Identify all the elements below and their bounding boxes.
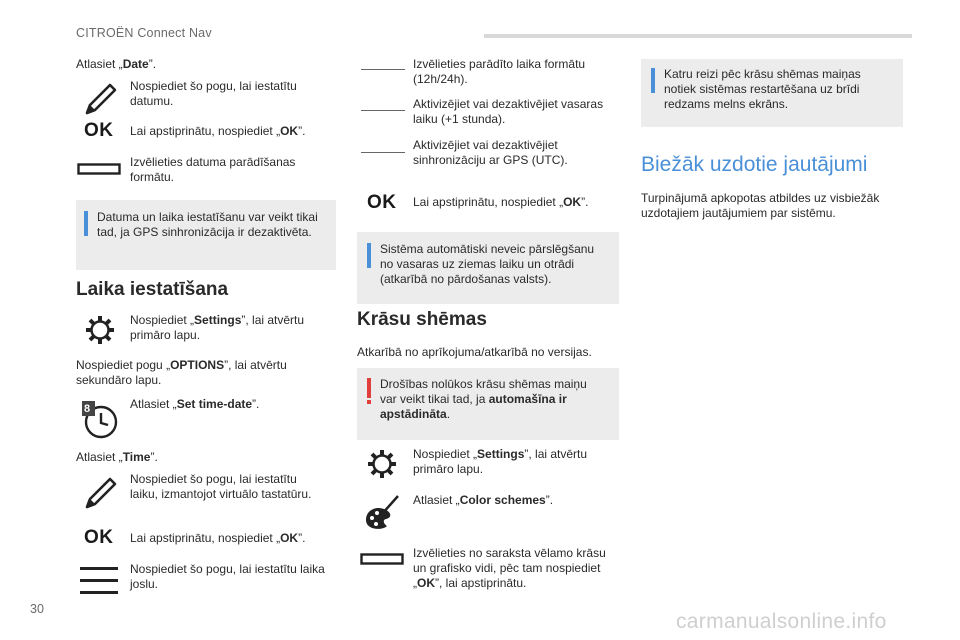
settings2-text: Nospiediet „Settings”, lai atvērtu primāro lapu. xyxy=(413,447,588,476)
color-schemes-text: Atlasiet „Color schemes”. xyxy=(413,493,554,507)
ok2-text: Lai apstiprinātu, nospiediet „OK”. xyxy=(130,531,306,545)
set-time-date-text: Atlasiet „Set time-date”. xyxy=(130,397,260,411)
line-button-icon xyxy=(361,69,405,70)
pencil1-text: Nospiediet šo pogu, lai iestatītu datumu. xyxy=(130,79,297,108)
info-note-bar xyxy=(651,68,655,93)
equipment-text: Atkarībā no aprīkojuma/atkarībā no versijas. xyxy=(357,345,592,359)
info-note-restart-text: Katru reizi pēc krāsu shēmas maiņas notiek sistēmas restartēšana uz brīdi redzams melns ekrāns. xyxy=(664,67,861,111)
options-text: Nospiediet pogu „OPTIONS”, lai atvērtu sekundāro lapu. xyxy=(76,358,287,387)
gps-sync-text: Aktivizējiet vai dezaktivējiet sinhronizāciju ar GPS (UTC). xyxy=(413,138,568,167)
time-zone-text: Nospiediet šo pogu, lai iestatītu laika joslu. xyxy=(130,562,325,591)
heading-faq: Biežāk uzdotie jautājumi xyxy=(641,153,868,176)
rectangle-button-icon xyxy=(77,163,121,175)
choose-scheme-text: Izvēlieties no saraksta vēlamo krāsu un grafisko vidi, pēc tam nospiediet „OK”, lai apstiprinātu. xyxy=(413,546,606,590)
warning-dot xyxy=(367,400,371,404)
clock-badge: 8 xyxy=(84,403,91,415)
warning-note-text: Drošības nolūkos krāsu shēmas maiņu var veikt tikai tad, ja automašīna ir apstādināta. xyxy=(380,377,587,421)
info-note-dst-text: Sistēma automātiski neveic pārslēgšanu no vasaras uz ziemas laiku un otrādi (atkarībā no pārdošanas valsts). xyxy=(380,242,595,286)
gear-icon xyxy=(84,314,116,346)
warning-bar xyxy=(367,378,371,398)
horizontal-bars-icon xyxy=(80,566,118,596)
info-note-bar xyxy=(84,211,88,236)
pencil-icon xyxy=(82,80,120,118)
rectangle-button-icon xyxy=(360,553,404,565)
gear-icon xyxy=(366,448,398,480)
time-format-text: Izvēlieties parādīto laika formātu (12h/24h). xyxy=(413,57,586,86)
settings-text: Nospiediet „Settings”, lai atvērtu primāro lapu. xyxy=(130,313,305,342)
select-date-line: Atlasiet „Date”. xyxy=(76,57,157,71)
pencil-icon xyxy=(82,474,120,512)
palette-icon xyxy=(362,494,402,534)
ok3-text: Lai apstiprinātu, nospiediet „OK”. xyxy=(413,195,589,209)
select-time-line: Atlasiet „Time”. xyxy=(76,450,158,464)
info-note-bar xyxy=(367,243,371,268)
page-header-title: CITROËN Connect Nav xyxy=(76,26,212,40)
faq-intro-text: Turpinājumā apkopotas atbildes uz visbiežāk uzdotajiem jautājumiem par sistēmu. xyxy=(641,191,880,220)
page-number: 30 xyxy=(30,602,44,616)
watermark: carmanualsonline.info xyxy=(676,610,887,633)
info-note-gps-text: Datuma un laika iestatīšanu var veikt tikai tad, ja GPS sinhronizācija ir dezaktivēta. xyxy=(97,210,318,239)
ok-button-icon: OK xyxy=(84,527,114,548)
heading-color-schemes: Krāsu shēmas xyxy=(357,309,487,330)
line-button-icon xyxy=(361,152,405,153)
ok-button-icon: OK xyxy=(84,120,114,141)
line-button-icon xyxy=(361,110,405,111)
header-divider xyxy=(484,34,912,38)
pencil2-text: Nospiediet šo pogu, lai iestatītu laiku, izmantojot virtuālo tastatūru. xyxy=(130,472,312,501)
date-format-text: Izvēlieties datuma parādīšanas formātu. xyxy=(130,155,296,184)
ok-button-icon: OK xyxy=(367,192,397,213)
ok1-text: Lai apstiprinātu, nospiediet „OK”. xyxy=(130,124,306,138)
heading-time-settings: Laika iestatīšana xyxy=(76,279,229,300)
summer-time-text: Aktivizējiet vai dezaktivējiet vasaras laiku (+1 stunda). xyxy=(413,97,604,126)
